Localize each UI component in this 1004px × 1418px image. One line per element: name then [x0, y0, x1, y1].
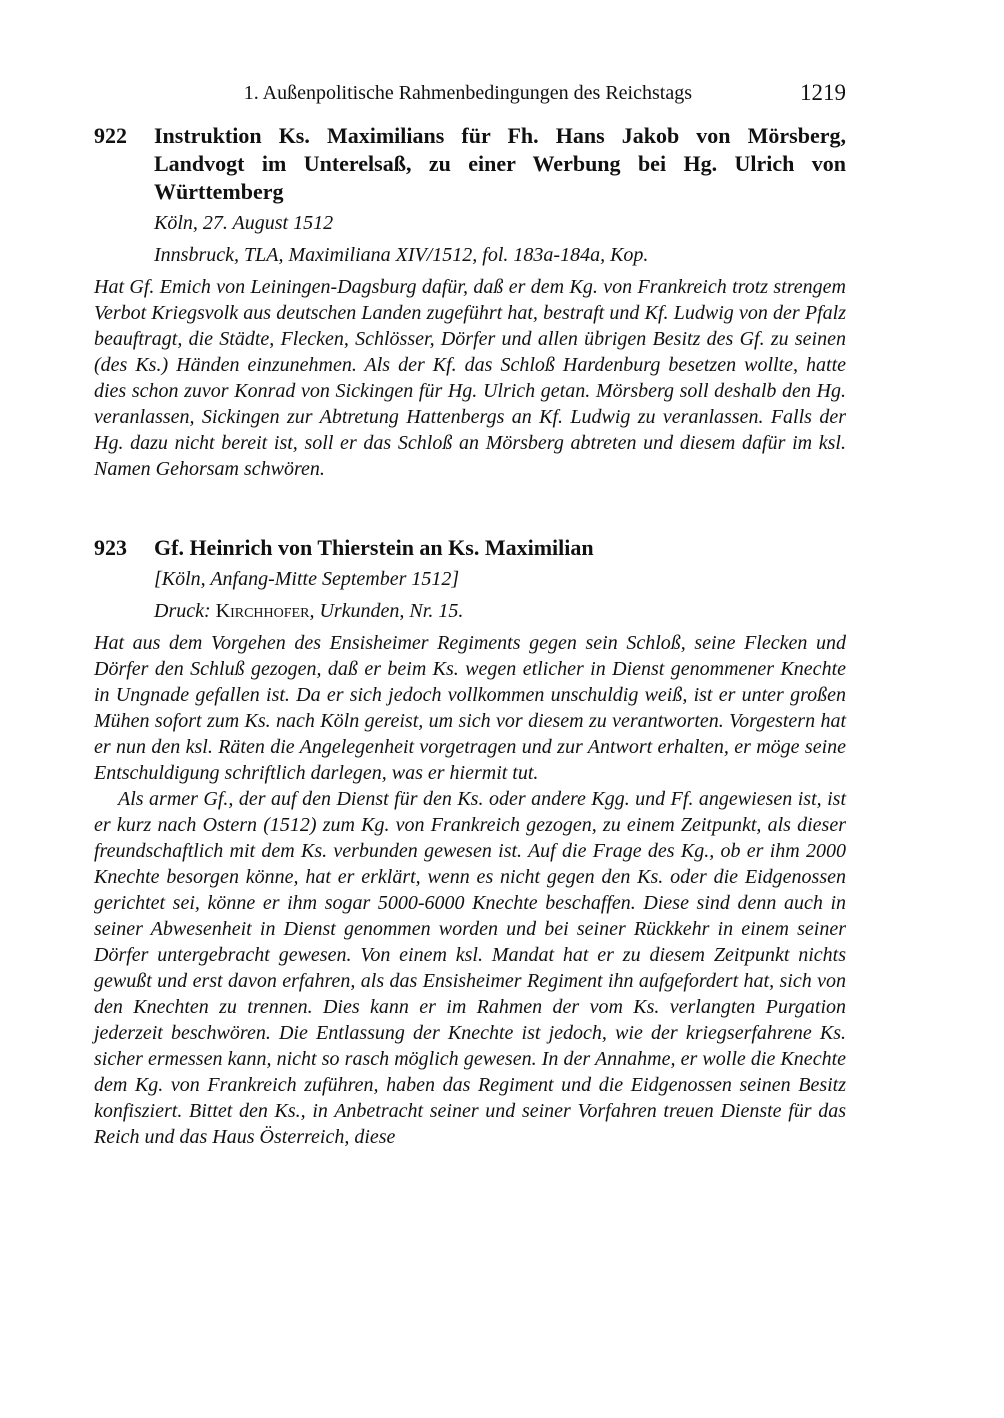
- source-rest: , Urkunden, Nr. 15.: [309, 600, 464, 622]
- source-author: Kirchhofer: [215, 600, 310, 622]
- entry-title: Instruktion Ks. Maximilians für Fh. Hans Jakob von Mörsberg, Landvogt im Unterelsaß, zu einer Werbung bei Hg. Ulrich von Württemberg: [154, 123, 846, 204]
- running-title: 1. Außenpolitische Rahmenbedingungen des Reichstags: [243, 82, 692, 104]
- entry-summary: Hat Gf. Emich von Leiningen-Dagsburg dafür, daß er dem Kg. von Frankreich trotz strengem Verbot Kriegsvolk aus deutschen Landen zugeführt hat, bestraft und Kf. Ludwig von der Pfalz beauftragt, die Städte, Flecken, Schlösser, Dörfer und allen übrigen Besitz des Gf. zu seinen (des Ks.) Händen einzunehmen. Als der Kf. das Schloß Hardenburg besetzen wollte, hatte dies schon zuvor Konrad von Sickingen für Hg. Ulrich getan. Mörsberg soll deshalb den Hg. veranlassen, Sickingen zur Abtretung Hattenbergs an Kf. Ludwig zu veranlassen. Falls der Hg. dazu nicht bereit ist, soll er das Schloß an Mörsberg abtreten und diesem dafür im ksl. Namen Gehorsam schwören.: [94, 276, 846, 480]
- running-head: [94, 78, 846, 108]
- document-entry-922: [94, 122, 846, 270]
- page-number: 1219: [800, 80, 846, 105]
- entry-number: 922: [94, 123, 127, 148]
- entry-place-date: Köln, 27. August 1512: [154, 212, 334, 234]
- document-entry-923: [94, 534, 846, 626]
- entry-summary: Hat aus dem Vorgehen des Ensisheimer Regiments gegen sein Schloß, seine Flecken und Dörfer den Schluß gezogen, daß er beim Ks. wegen etlicher in Dienst genommener Knechte in Ungnade gefallen ist. Da er sich jedoch vollkommen unschuldig weiß, ist er unter großen Mühen sofort zum Ks. nach Köln gereist, um sich vor diesem zu verantworten. Vorgestern hat er nun den ksl. Räten die Angelegenheit vorgetragen und zur Antwort erhalten, er möge seine Entschuldigung schriftlich darlegen, was er hiermit tut.: [94, 632, 846, 784]
- entry-title: Gf. Heinrich von Thierstein an Ks. Maximilian: [154, 535, 594, 560]
- entry-place-date: [Köln, Anfang-Mitte September 1512]: [154, 568, 460, 590]
- document-page: [94, 78, 846, 1150]
- entry-source: [154, 596, 846, 626]
- source-prefix: Druck:: [154, 600, 216, 622]
- entry-source: Innsbruck, TLA, Maximiliana XIV/1512, fol. 183a-184a, Kop.: [154, 244, 649, 266]
- entry-summary-continued: Als armer Gf., der auf den Dienst für den Ks. oder andere Kgg. und Ff. angewiesen ist, ist er kurz nach Ostern (1512) zum Kg. von Frankreich gezogen, zu einem Zeitpunkt, als dieser freundschaftlich mit dem Ks. verbunden gewesen ist. Auf die Frage des Kg., ob er ihm 2000 Knechte besorgen könne, hat er erklärt, wenn es nicht gegen den Ks. oder die Eidgenossen gerichtet sei, könne er ihm sogar 5000-6000 Knechte beschaffen. Diese sind denn auch in seiner Abwesenheit in Dienst genommen worden und bei seiner Rückkehr in einem seiner Dörfer untergebracht gewesen. Von einem ksl. Mandat hat er zu diesem Zeitpunkt nichts gewußt und erst davon erfahren, als das Ensisheimer Regiment ihn aufgefordert hat, sich von den Knechten zu trennen. Dies kann er im Rahmen der vom Ks. verlangten Purgation jederzeit beschwören. Die Entlassung der Knechte ist jedoch, wie der kriegserfahrene Ks. sicher ermessen kann, nicht so rasch möglich gewesen. In der Annahme, er wolle die Knechte dem Kg. von Frankreich zuführen, haben das Regiment und die Eidgenossen seinen Besitz konfisziert. Bittet den Ks., in Anbetracht seiner und seiner Vorfahren treuen Dienste für das Reich und das Haus Österreich, diese: [94, 788, 846, 1148]
- entry-number: 923: [94, 535, 127, 560]
